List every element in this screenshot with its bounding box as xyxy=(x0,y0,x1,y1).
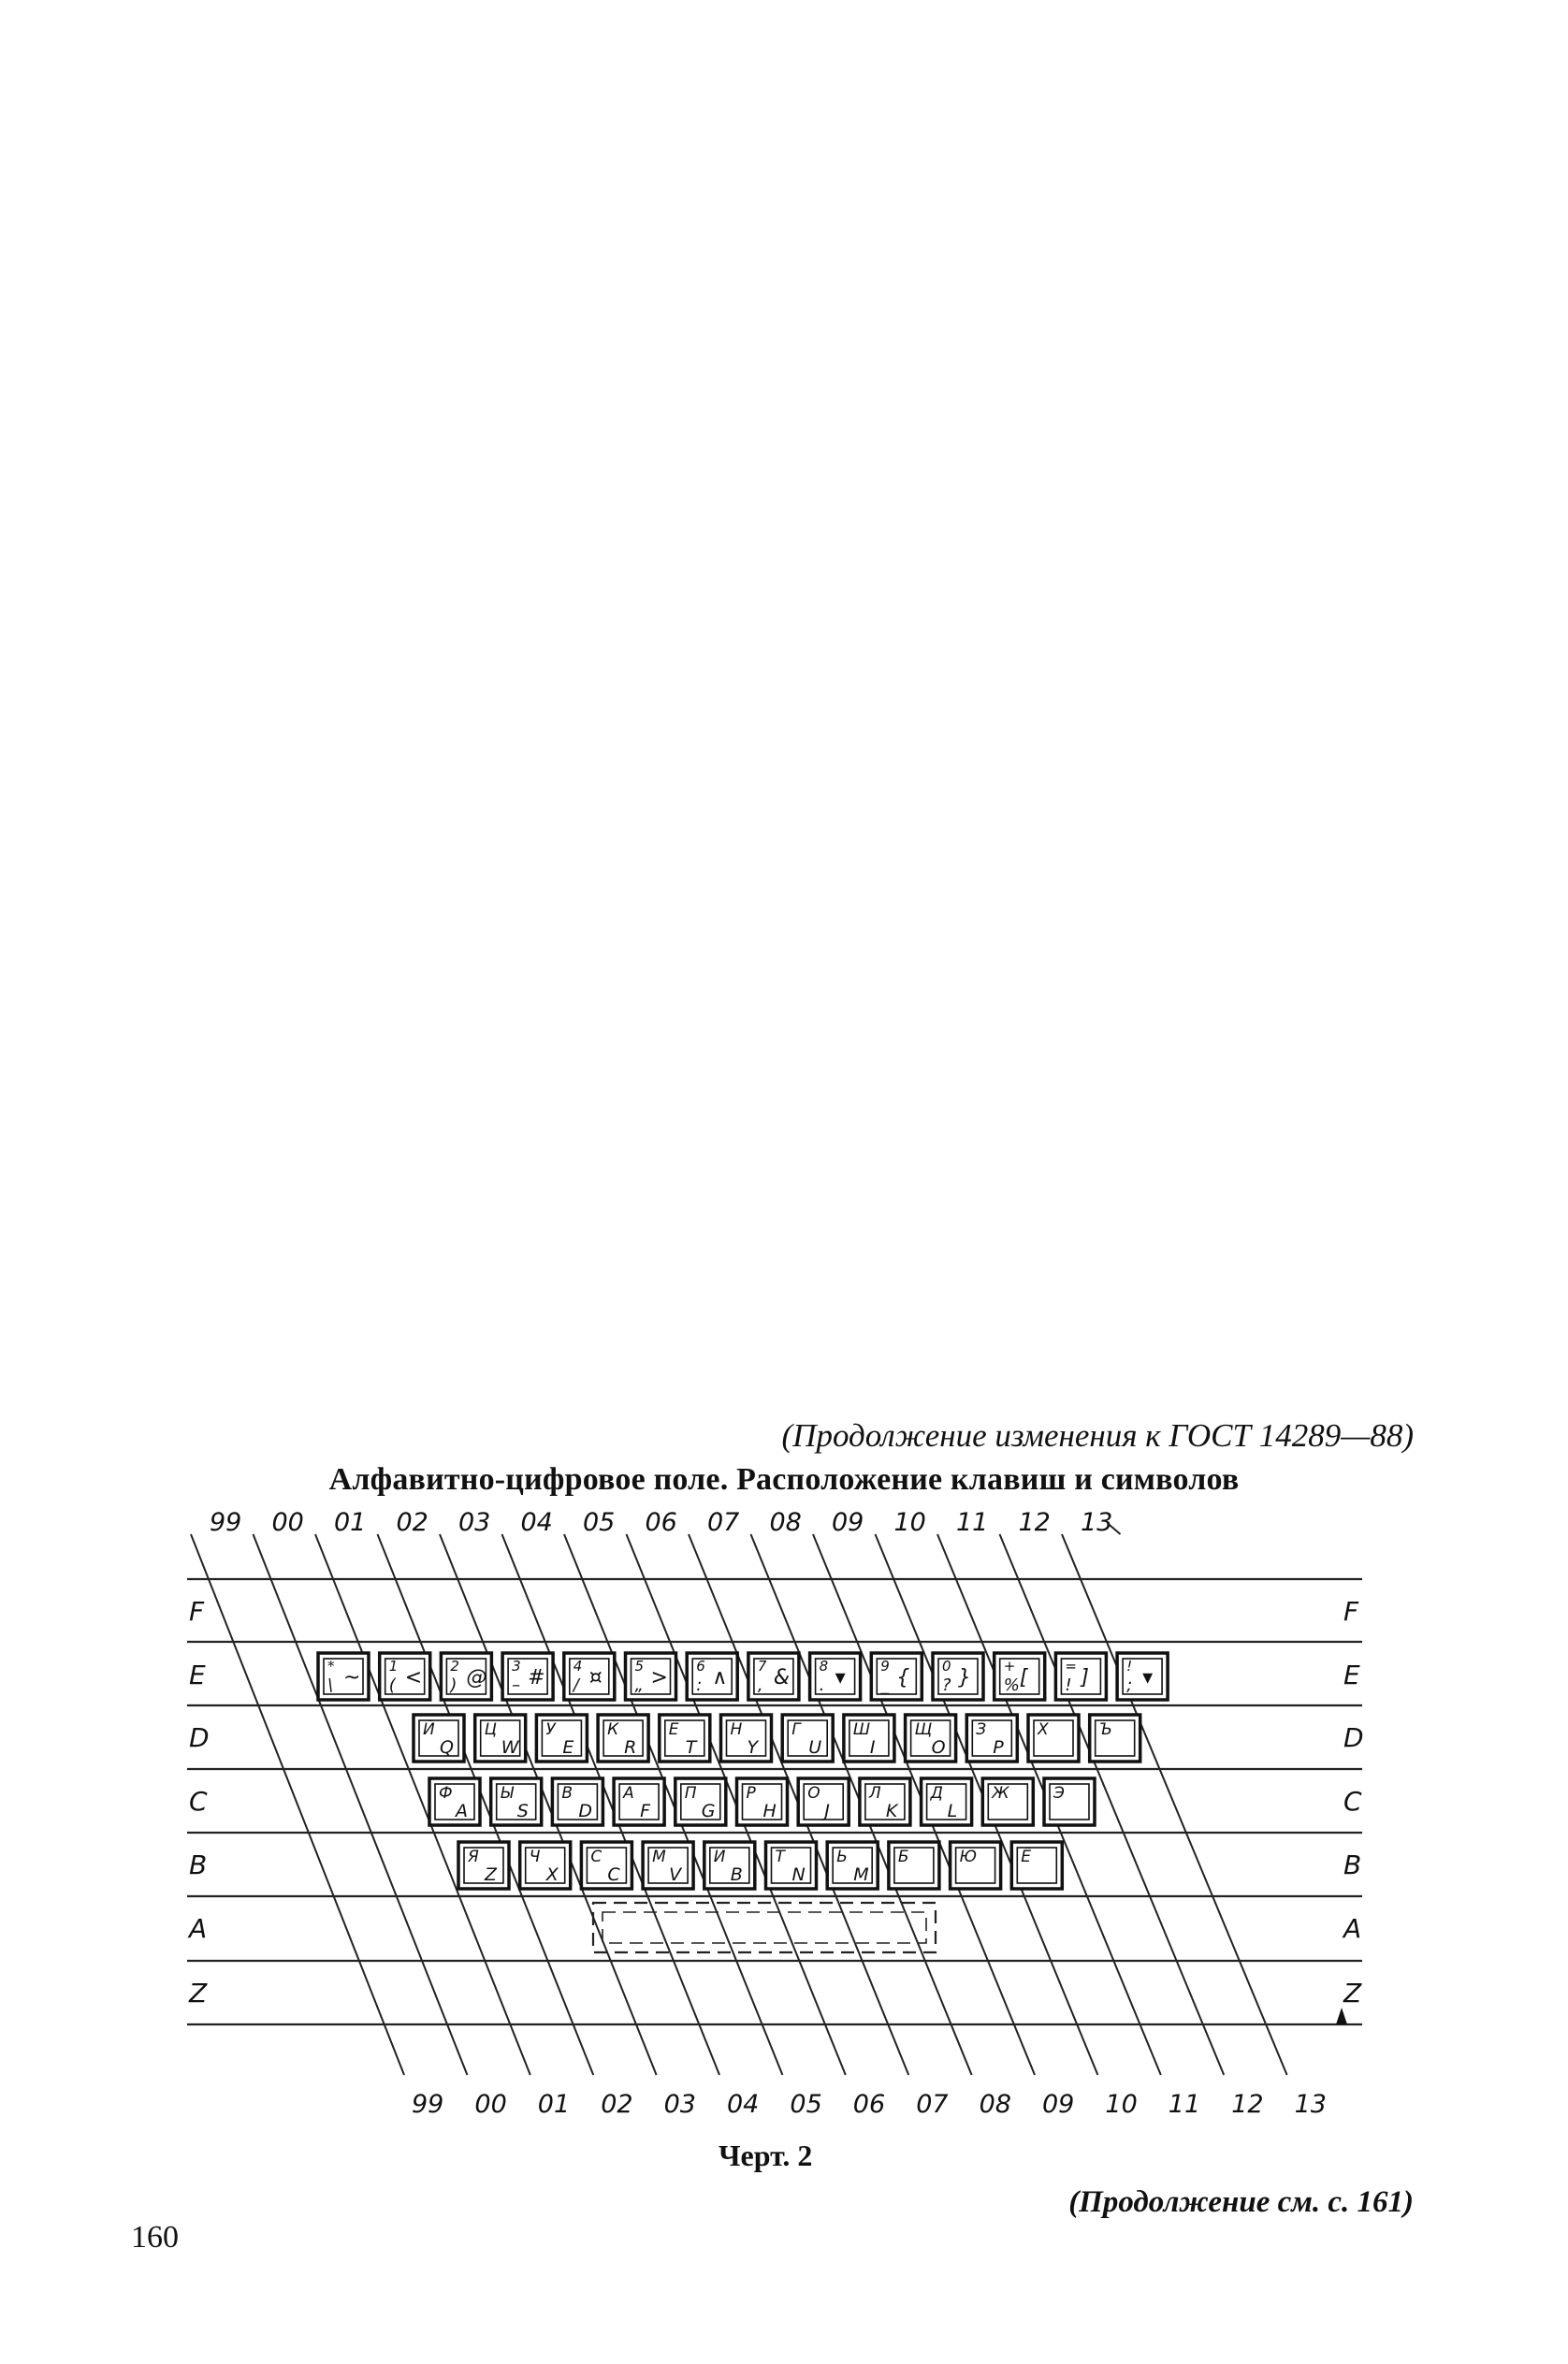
key-outline xyxy=(704,1842,755,1889)
key-C-5 xyxy=(675,1778,726,1825)
key-outline xyxy=(966,1715,1017,1762)
key-cyrillic-char: Б xyxy=(897,1848,909,1866)
key-top-char: 7 xyxy=(757,1658,767,1675)
column-label-top-06: 06 xyxy=(645,1508,677,1537)
key-C-2 xyxy=(491,1778,542,1825)
key-latin-char: V xyxy=(669,1864,682,1885)
key-outline xyxy=(598,1715,648,1762)
key-B-2 xyxy=(520,1842,571,1889)
key-latin-char: Q xyxy=(440,1737,454,1758)
column-label-bottom-07: 07 xyxy=(916,2090,949,2119)
key-D-4 xyxy=(598,1715,648,1762)
key-cyrillic-char: Ы xyxy=(500,1784,514,1803)
arrow-marker xyxy=(1336,2008,1347,2024)
key-outline xyxy=(536,1715,587,1762)
column-label-bottom-02: 02 xyxy=(601,2090,633,2119)
key-outline xyxy=(782,1715,833,1762)
column-label-bottom-10: 10 xyxy=(1105,2090,1138,2119)
key-latin-char: B xyxy=(730,1864,743,1885)
key-E-10 xyxy=(871,1653,922,1700)
key-main-char: \ xyxy=(327,1675,334,1695)
key-cyrillic-char: С xyxy=(590,1848,603,1866)
key-cyrillic-char: Е xyxy=(668,1720,679,1739)
key-E-9 xyxy=(810,1653,861,1700)
key-cyrillic-char: Ъ xyxy=(1098,1720,1112,1739)
key-top-char: 9 xyxy=(880,1658,890,1675)
key-B-1 xyxy=(458,1842,509,1889)
key-latin-char: T xyxy=(685,1737,697,1758)
column-label-top-99: 99 xyxy=(210,1508,242,1537)
key-outline xyxy=(614,1778,664,1825)
page-number: 160 xyxy=(131,2220,179,2255)
column-label-bottom-99: 99 xyxy=(412,2090,444,2119)
row-label-right-F: F xyxy=(1343,1596,1359,1627)
key-outline xyxy=(660,1715,710,1762)
column-label-bottom-12: 12 xyxy=(1231,2090,1264,2119)
key-B-4 xyxy=(643,1842,693,1889)
key-outline xyxy=(491,1778,542,1825)
key-top-char: 6 xyxy=(696,1658,705,1675)
column-label-bottom-03: 03 xyxy=(663,2090,696,2119)
key-cyrillic-char: Г xyxy=(791,1720,801,1739)
key-D-11 xyxy=(1028,1715,1079,1762)
key-main-char: % xyxy=(1003,1675,1020,1695)
key-latin-char: X xyxy=(545,1864,559,1885)
key-main-char: , xyxy=(757,1675,763,1695)
key-latin-char: D xyxy=(578,1801,593,1821)
key-cyrillic-char: Ф xyxy=(439,1784,453,1803)
column-label-top-07: 07 xyxy=(707,1508,740,1537)
key-latin-char: E xyxy=(562,1737,574,1758)
key-latin-char: M xyxy=(853,1864,869,1885)
key-main-char: – xyxy=(512,1675,521,1695)
column-label-bottom-04: 04 xyxy=(727,2090,760,2119)
key-C-7 xyxy=(798,1778,849,1825)
column-label-bottom-01: 01 xyxy=(537,2090,571,2119)
key-D-3 xyxy=(536,1715,587,1762)
row-label-right-C: C xyxy=(1343,1786,1362,1817)
key-outline xyxy=(922,1778,972,1825)
key-outline xyxy=(520,1842,571,1889)
key-cyrillic-char: Р xyxy=(746,1784,756,1803)
column-label-top-02: 02 xyxy=(396,1508,428,1537)
row-label-left-Z: Z xyxy=(189,1978,208,2009)
key-cyrillic-char: Х xyxy=(1038,1720,1049,1739)
key-top-char: 8 xyxy=(819,1658,829,1675)
key-E-5 xyxy=(564,1653,615,1700)
key-top-char: * xyxy=(327,1658,335,1675)
key-cyrillic-char: Д xyxy=(930,1784,943,1803)
key-main-char: „ xyxy=(634,1675,644,1695)
key-D-2 xyxy=(475,1715,526,1762)
key-E-4 xyxy=(502,1653,553,1700)
key-B-8 xyxy=(889,1842,939,1889)
key-E-13 xyxy=(1055,1653,1106,1700)
key-alt-char: ] xyxy=(1081,1666,1089,1690)
column-label-bottom-08: 08 xyxy=(979,2090,1011,2119)
key-alt-char: } xyxy=(958,1666,971,1690)
key-alt-char: ¤ xyxy=(588,1666,603,1690)
key-outline xyxy=(552,1778,603,1825)
key-B-7 xyxy=(827,1842,878,1889)
row-label-right-E: E xyxy=(1343,1660,1360,1690)
key-cyrillic-char: З xyxy=(976,1720,987,1739)
key-latin-char: N xyxy=(791,1864,806,1885)
key-C-10 xyxy=(982,1778,1033,1825)
key-latin-char: F xyxy=(640,1801,651,1821)
key-outline xyxy=(766,1842,817,1889)
continue-note: (Продолжение см. с. 161) xyxy=(1068,2185,1414,2219)
key-B-10 xyxy=(1011,1842,1062,1889)
column-label-top-04: 04 xyxy=(520,1508,553,1537)
key-cyrillic-char: Ж xyxy=(992,1784,1009,1803)
key-E-11 xyxy=(933,1653,983,1700)
key-main-char: / xyxy=(573,1675,579,1695)
key-alt-char: ▾ xyxy=(835,1666,846,1690)
row-label-left-B: B xyxy=(189,1849,208,1880)
key-top-char: 5 xyxy=(634,1658,645,1675)
key-D-10 xyxy=(966,1715,1017,1762)
key-alt-char: { xyxy=(896,1666,910,1690)
row-label-left-A: A xyxy=(189,1913,208,1944)
column-label-top-00: 00 xyxy=(271,1508,304,1537)
key-alt-char: & xyxy=(773,1666,791,1690)
key-B-3 xyxy=(581,1842,632,1889)
key-alt-char: [ xyxy=(1019,1666,1028,1690)
key-cyrillic-char: М xyxy=(652,1848,666,1866)
key-C-11 xyxy=(1044,1778,1095,1825)
key-C-3 xyxy=(552,1778,603,1825)
row-label-left-F: F xyxy=(189,1596,205,1627)
key-C-8 xyxy=(860,1778,910,1825)
row-label-left-E: E xyxy=(189,1660,206,1690)
key-latin-char: C xyxy=(607,1864,620,1885)
key-grid xyxy=(318,1653,1168,1952)
key-cyrillic-char: П xyxy=(684,1784,697,1803)
column-label-top-03: 03 xyxy=(458,1508,491,1537)
column-label-top-13: 13 xyxy=(1081,1508,1113,1537)
key-cyrillic-char: У xyxy=(545,1720,556,1739)
key-D-1 xyxy=(414,1715,464,1762)
space-bar-inner xyxy=(603,1912,926,1943)
figure-caption: Черт. 2 xyxy=(719,2139,813,2172)
key-main-char: ! xyxy=(1065,1675,1072,1695)
key-top-char: + xyxy=(1003,1658,1016,1675)
row-label-right-Z: Z xyxy=(1343,1978,1362,2009)
key-E-7 xyxy=(687,1653,737,1700)
key-C-1 xyxy=(429,1778,480,1825)
key-E-6 xyxy=(626,1653,676,1700)
key-cyrillic-char: Т xyxy=(775,1848,785,1866)
key-alt-char: ~ xyxy=(343,1666,361,1690)
column-label-top-12: 12 xyxy=(1018,1508,1051,1537)
key-latin-char: G xyxy=(701,1801,716,1821)
column-label-top-08: 08 xyxy=(769,1508,802,1537)
key-cyrillic-char: Щ xyxy=(914,1720,933,1739)
column-label-bottom-00: 00 xyxy=(474,2090,507,2119)
key-C-4 xyxy=(614,1778,664,1825)
key-outline xyxy=(414,1715,464,1762)
key-cyrillic-char: Ё xyxy=(1021,1848,1032,1866)
header-note: (Продолжение изменения к ГОСТ 14289—88) xyxy=(781,1417,1414,1454)
key-latin-char: Z xyxy=(485,1864,498,1885)
key-cyrillic-char: Ч xyxy=(529,1848,541,1866)
key-D-9 xyxy=(906,1715,956,1762)
key-latin-char: R xyxy=(624,1737,637,1758)
row-label-right-B: B xyxy=(1343,1849,1362,1880)
row-label-right-A: A xyxy=(1343,1913,1362,1944)
row-label-left-C: C xyxy=(189,1786,208,1817)
column-label-top-10: 10 xyxy=(893,1508,926,1537)
key-latin-char: P xyxy=(993,1737,1004,1758)
column-label-top-11: 11 xyxy=(956,1508,989,1537)
key-cyrillic-char: Л xyxy=(868,1784,881,1803)
key-outline xyxy=(889,1842,939,1889)
key-top-char: 0 xyxy=(942,1658,951,1675)
key-alt-char: @ xyxy=(466,1666,487,1690)
key-cyrillic-char: Э xyxy=(1053,1784,1065,1803)
column-label-top-05: 05 xyxy=(583,1508,616,1537)
key-top-char: ! xyxy=(1126,1658,1133,1675)
key-B-5 xyxy=(704,1842,755,1889)
column-label-bottom-13: 13 xyxy=(1294,2090,1327,2119)
key-latin-char: K xyxy=(885,1801,898,1821)
key-main-char: . xyxy=(819,1675,825,1695)
key-D-6 xyxy=(721,1715,772,1762)
column-label-top-09: 09 xyxy=(832,1508,864,1537)
key-main-char: ( xyxy=(388,1675,396,1695)
key-D-7 xyxy=(782,1715,833,1762)
key-outline xyxy=(1011,1842,1062,1889)
key-D-12 xyxy=(1090,1715,1140,1762)
key-cyrillic-char: Я xyxy=(468,1848,479,1866)
key-top-char: 3 xyxy=(512,1658,521,1675)
key-D-5 xyxy=(660,1715,710,1762)
column-label-top-01: 01 xyxy=(334,1508,367,1537)
key-top-char: = xyxy=(1065,1658,1077,1675)
key-top-char: 2 xyxy=(450,1658,459,1675)
key-latin-char: Y xyxy=(747,1737,759,1758)
key-latin-char: O xyxy=(931,1737,946,1758)
key-top-char: 4 xyxy=(573,1658,583,1675)
key-E-1 xyxy=(318,1653,369,1700)
key-E-3 xyxy=(441,1653,491,1700)
key-latin-char: L xyxy=(947,1801,958,1821)
key-cyrillic-char: В xyxy=(561,1784,573,1803)
key-cyrillic-char: Ь xyxy=(836,1848,848,1866)
key-cyrillic-char: Ш xyxy=(852,1720,871,1739)
key-E-12 xyxy=(995,1653,1045,1700)
key-outline xyxy=(429,1778,480,1825)
key-outline xyxy=(458,1842,509,1889)
space-bar-outline xyxy=(593,1903,936,1952)
key-main-char: ) xyxy=(450,1675,457,1695)
key-alt-char: < xyxy=(404,1666,423,1690)
key-E-8 xyxy=(748,1653,799,1700)
key-latin-char: J xyxy=(824,1801,830,1821)
key-main-char: : xyxy=(696,1675,703,1695)
key-outline xyxy=(581,1842,632,1889)
column-label-bottom-06: 06 xyxy=(852,2090,886,2119)
key-cyrillic-char: А xyxy=(623,1784,634,1803)
key-outline xyxy=(737,1778,788,1825)
key-outline xyxy=(860,1778,910,1825)
key-cyrillic-char: О xyxy=(807,1784,820,1803)
key-outline xyxy=(798,1778,849,1825)
key-D-8 xyxy=(844,1715,894,1762)
figure-title: Алфавитно-цифровое поле. Расположение клавиш и символов xyxy=(328,1462,1240,1497)
key-B-6 xyxy=(766,1842,817,1889)
key-main-char: ; xyxy=(1126,1675,1133,1695)
key-outline xyxy=(827,1842,878,1889)
key-alt-char: ▾ xyxy=(1142,1666,1154,1690)
column-line-99 xyxy=(191,1534,404,2075)
key-latin-char: S xyxy=(516,1801,529,1821)
key-latin-char: A xyxy=(456,1801,468,1821)
key-E-2 xyxy=(380,1653,430,1700)
key-outline xyxy=(1090,1715,1140,1762)
key-outline xyxy=(1044,1778,1095,1825)
column-label-bottom-09: 09 xyxy=(1042,2090,1075,2119)
column-label-bottom-11: 11 xyxy=(1168,2090,1201,2119)
key-latin-char: W xyxy=(501,1737,519,1758)
key-outline xyxy=(675,1778,726,1825)
key-alt-char: > xyxy=(650,1666,668,1690)
key-C-9 xyxy=(922,1778,972,1825)
key-latin-char: U xyxy=(808,1737,822,1758)
key-alt-char: ∧ xyxy=(712,1666,728,1690)
key-alt-char: # xyxy=(528,1666,545,1690)
key-outline xyxy=(721,1715,772,1762)
key-cyrillic-char: И xyxy=(713,1848,726,1866)
column-label-bottom-05: 05 xyxy=(790,2090,822,2119)
key-latin-char: I xyxy=(869,1737,876,1758)
key-main-char: _ xyxy=(880,1675,890,1695)
key-outline xyxy=(1028,1715,1079,1762)
key-main-char: ? xyxy=(942,1675,951,1695)
key-outline xyxy=(643,1842,693,1889)
row-label-left-D: D xyxy=(189,1722,210,1753)
key-cyrillic-char: Н xyxy=(730,1720,743,1739)
row-label-right-D: D xyxy=(1343,1722,1364,1753)
key-top-char: 1 xyxy=(388,1658,399,1675)
key-E-14 xyxy=(1117,1653,1168,1700)
key-B-9 xyxy=(951,1842,1001,1889)
key-C-6 xyxy=(737,1778,788,1825)
key-cyrillic-char: К xyxy=(607,1720,619,1739)
key-cyrillic-char: Ц xyxy=(484,1720,497,1739)
key-cyrillic-char: Й xyxy=(423,1720,435,1739)
key-latin-char: H xyxy=(762,1801,777,1821)
key-cyrillic-char: Ю xyxy=(959,1848,977,1866)
